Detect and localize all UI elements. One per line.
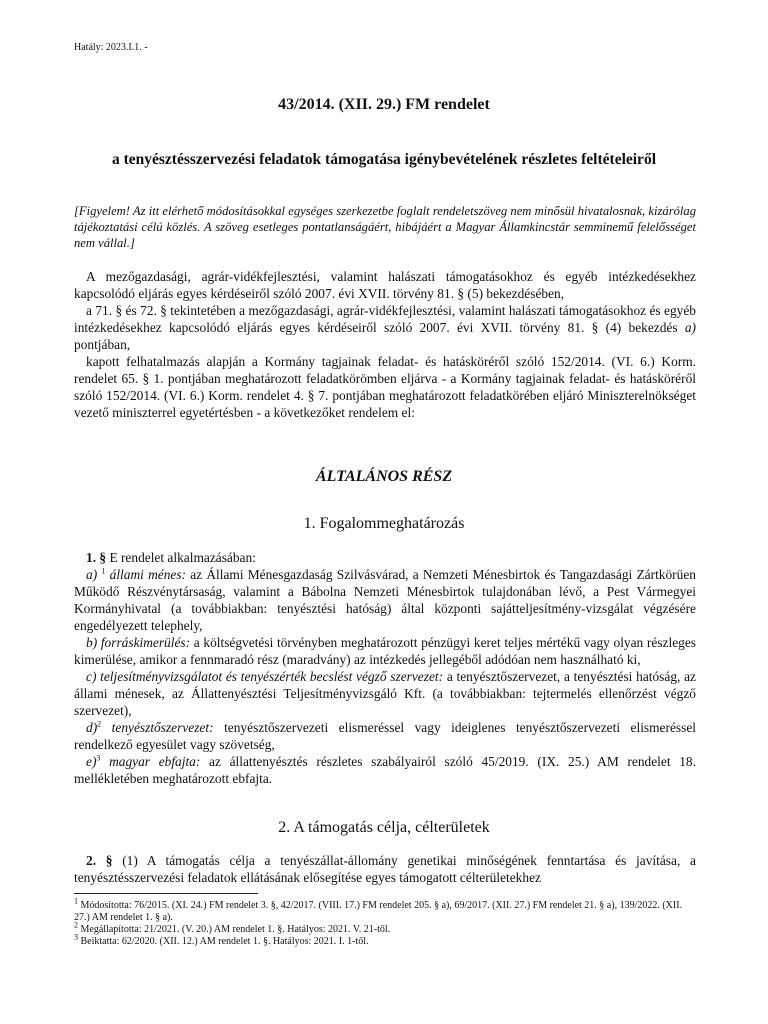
footnote-number: 2 <box>74 920 78 930</box>
chapter-heading-definitions: 1. Fogalommeghatározás <box>303 515 465 532</box>
point-label: d) <box>86 720 98 735</box>
definition-e <box>74 753 696 787</box>
preamble-paragraph: A mezőgazdasági, agrár-vidékfejlesztési, valamint halászati támogatásokhoz és egyéb intézkedésekhez kapcsolódó eljárás egyes kérdéseiről szóló 2007. évi XVII. törvény 81. § (5) bekezdésében, <box>74 269 696 301</box>
footnote <box>74 920 696 936</box>
footnote <box>74 932 696 948</box>
definition-d <box>74 719 696 753</box>
definition-a <box>74 566 696 634</box>
definition-b <box>74 634 696 668</box>
point-label: a) <box>86 567 98 582</box>
footnote-text: Módosította: 76/2015. (XI. 24.) FM rendelet 3. §, 42/2017. (VIII. 17.) FM rendelet 205. § a), 69/2017. (XII. 27.) FM rendelet 21. § a), 139/2022. (XII. 27.) AM rendelet 1. § a). <box>74 900 683 923</box>
definition-text: az Állami Ménesgazdaság Szilvásvárad, a Nemzeti Ménesbirtok és Tangazdasági Zártkörüen Működő Részvénytársaság, valamint a Bábolna Nemzeti Ménesbirtok tulajdonában lévő, a Pest Vármegyei Kormányhivatal (a továbbiakban: tenyésztési hatóság) által központi sajátteljesítmény-vizsgálat végzésére engedélyezett telephely, <box>74 567 696 633</box>
footnote-ref[interactable]: 1 <box>101 566 106 576</box>
footnote-ref[interactable]: 3 <box>96 753 101 763</box>
preamble-point-label: a) <box>684 320 696 335</box>
footnote-number: 1 <box>74 896 78 906</box>
document-subtitle: a tenyésztésszervezési feladatok támogatása igénybevételének részletes feltételeiről <box>111 151 656 168</box>
paragraph-2 <box>74 852 696 886</box>
footnote-text: Beiktatta: 62/2020. (XII. 12.) AM rendelet 1. §. Hatályos: 2021. I. 1-től. <box>78 936 369 947</box>
paragraph-text: (1) A támogatás célja a tenyészállat-állomány genetikai minőségének fenntartása és javítása, a tenyésztésszervezési feladatok ellátásának elősegítése egyes támogatott célterületekhez <box>74 853 696 885</box>
definition-text: tenyésztőszervezeti elismeréssel vagy ideiglenes tenyésztőszervezeti elismeréssel rendelkező egyesület vagy szövetség, <box>74 720 696 752</box>
definition-text: az állattenyésztés részletes szabályairól szóló 45/2019. (IX. 25.) AM rendelet 18. mellékletében meghatározott ebfajta. <box>74 754 696 786</box>
preamble <box>74 268 696 421</box>
defined-term: c) teljesítményvizsgálatot és tenyészérték becslést végző szervezet: <box>86 669 444 684</box>
defined-term: magyar ebfajta: <box>109 754 201 769</box>
defined-term: állami ménes: <box>109 567 186 582</box>
paragraph-number: 2. § <box>86 853 113 868</box>
footnotes <box>74 896 696 948</box>
chapter-heading-purpose: 2. A támogatás célja, célterületek <box>278 819 490 836</box>
footnote-divider <box>74 893 258 894</box>
paragraph-number: 1. § <box>86 550 107 565</box>
preamble-text: a 71. § és 72. § tekintetében a mezőgazdasági, agrár-vidékfejlesztési, valamint halászati támogatásokhoz és egyéb intézkedésekhez kapcsolódó eljárás egyes kérdéseiről szóló 2007. évi XVII. törvény 81. § (4) bekezdés <box>74 303 696 335</box>
point-label: e) <box>86 754 97 769</box>
disclaimer-notice: [Figyelem! Az itt elérhető módosításokkal egységes szerkezetbe foglalt rendeletszöveg nem minősül hivatalosnak, kizárólag tájékoztatási célú közlés. A szöveg esetleges pontatlanságáért, hibájáért a Magyar Államkincstár semminemű felelősséget nem vállal.] <box>74 204 696 250</box>
definitions-section <box>74 549 696 787</box>
defined-term: b) forráskimerülés: <box>86 635 191 650</box>
footnote-text: Megállapította: 21/2021. (V. 20.) AM rendelet 1. §. Hatályos: 2021. V. 21-től. <box>78 924 391 935</box>
paragraph-text: E rendelet alkalmazásában: <box>106 550 256 565</box>
footnote-number: 3 <box>74 932 78 942</box>
preamble-paragraph <box>74 302 696 353</box>
definition-c <box>74 668 696 719</box>
definition-text: a tenyésztőszervezet, a tenyésztési hatóság, az állami ménesek, az Állattenyésztési Teljesítményvizsgáló Kft. (a továbbiakban: tejtermelés ellenőrzést végző szervezet), <box>74 669 696 718</box>
document-title: 43/2014. (XII. 29.) FM rendelet <box>278 96 490 113</box>
definition-text: a költségvetési törvényben meghatározott pénzügyi keret teljes mértékű vagy olyan részleges kimerülése, amikor a fennmaradó rész (maradvány) az intézkedés jellegéből adódóan nem használható ki, <box>74 635 696 667</box>
paragraph-2-text <box>74 852 696 886</box>
preamble-paragraph: kapott felhatalmazás alapján a Kormány tagjainak feladat- és hatásköréről szóló 152/2014. (VI. 6.) Korm. rendelet 65. § 1. pontjában meghatározott feladatkörömben eljárva - a Kormány tagjainak feladat- és hatásköréről szóló 152/2014. (VI. 6.) Korm. rendelet 4. § 7. pontjában meghatározott feladatkörében eljáró Miniszterelnökséget vezető miniszterrel egyetértésben - a következőket rendelem el: <box>74 354 696 420</box>
footnote-ref[interactable]: 2 <box>97 719 102 729</box>
paragraph-1-intro <box>74 549 696 566</box>
preamble-text: pontjában, <box>74 337 131 352</box>
footnote <box>74 896 696 924</box>
effective-date: Hatály: 2023.I.1. - <box>74 42 148 53</box>
defined-term: tenyésztőszervezet: <box>111 720 214 735</box>
section-heading-general: ÁLTALÁNOS RÉSZ <box>315 468 453 485</box>
